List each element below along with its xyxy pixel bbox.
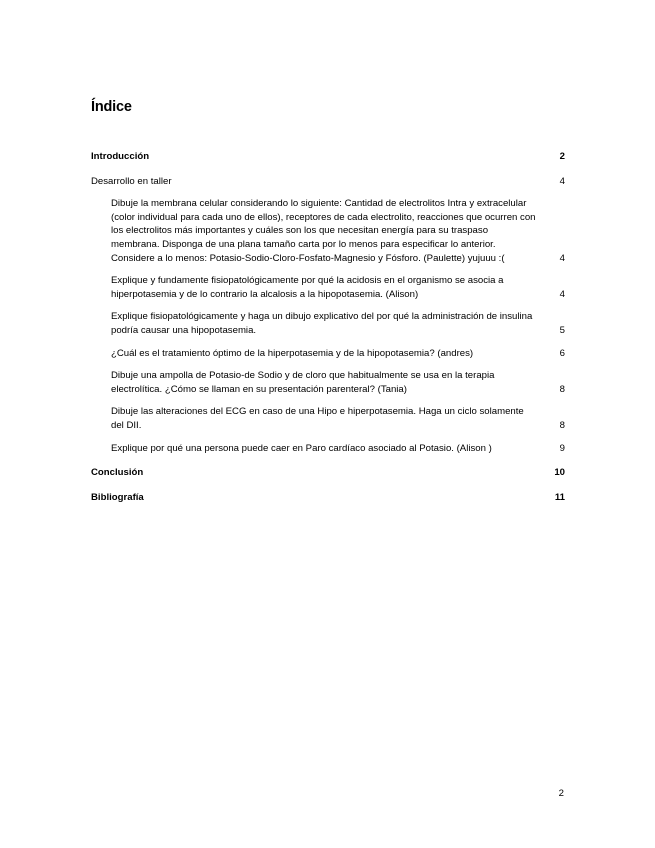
toc-entry-text: Bibliografía bbox=[91, 491, 144, 503]
toc-entry-page: 9 bbox=[559, 442, 565, 454]
page-number: 2 bbox=[558, 788, 564, 799]
toc-entry-text: Dibuje las alteraciones del ECG en caso de una Hipo e hiperpotasemia. Haga un ciclo solamente del DII. bbox=[111, 406, 524, 431]
toc-entry-page: 8 bbox=[559, 383, 565, 395]
toc-entry-tratamiento[interactable] bbox=[91, 347, 565, 361]
toc-entry-page: 4 bbox=[559, 288, 565, 300]
toc-entry-page: 11 bbox=[554, 491, 565, 503]
toc-entry-desarrollo[interactable] bbox=[91, 175, 565, 189]
toc-entry-text: Conclusión bbox=[91, 467, 144, 479]
toc-entry-text: Explique por qué una persona puede caer en Paro cardíaco asociado al Potasio. (Alison ) bbox=[111, 442, 492, 454]
toc-entry-text: Introducción bbox=[91, 151, 150, 162]
toc-entry-ecg[interactable] bbox=[91, 405, 565, 432]
toc-entry-paro-cardiaco[interactable] bbox=[91, 442, 565, 456]
toc-heading: Índice bbox=[91, 99, 132, 115]
toc-entry-page: 10 bbox=[554, 467, 565, 479]
toc-entry-text: Dibuje la membrana celular considerando lo siguiente: Cantidad de electrolitos Intra y extracelular (color individual para cada uno de ellos), receptores de cada electrolito, reacciones que ocurren con los electrolitos más importantes y cuáles son los que necesitan energía para su traspaso membrana. Disponga de una plana tamaño carta por lo menos para especificar lo anterior. Considere a lo menos: Potasio-Sodio-Cloro-Fosfato-Magnesio y Fósforo. (Paulette) yujuuu :( bbox=[111, 198, 536, 264]
toc-entry-page: 4 bbox=[559, 252, 565, 264]
toc-entry-page: 4 bbox=[559, 175, 565, 187]
toc-entry-membrana-celular[interactable] bbox=[91, 197, 565, 265]
toc-entry-text: Dibuje una ampolla de Potasio-de Sodio y de cloro que habitualmente se usa en la terapia electrolítica. ¿Cómo se llaman en su presentación parenteral? (Tania) bbox=[111, 370, 495, 395]
toc-entry-introduccion[interactable] bbox=[91, 150, 565, 164]
toc-entry-page: 5 bbox=[559, 324, 565, 336]
toc-list bbox=[91, 150, 565, 504]
toc-entry-text: Desarrollo en taller bbox=[91, 175, 172, 187]
toc-entry-acidosis[interactable] bbox=[91, 274, 565, 301]
toc-entry-text: ¿Cuál es el tratamiento óptimo de la hiperpotasemia y de la hipopotasemia? (andres) bbox=[111, 347, 474, 359]
toc-entry-insulina[interactable] bbox=[91, 310, 565, 337]
toc-entry-bibliografia[interactable] bbox=[91, 491, 565, 505]
toc-entry-conclusion[interactable] bbox=[91, 466, 565, 480]
toc-entry-page: 6 bbox=[559, 347, 565, 359]
toc-entry-text: Explique y fundamente fisiopatológicamente por qué la acidosis en el organismo se asocia a hiperpotasemia y de lo contrario la alcalosis a la hipopotasemia. (Alison) bbox=[111, 275, 504, 300]
toc-entry-page: 2 bbox=[559, 151, 565, 162]
toc-entry-page: 8 bbox=[559, 419, 565, 431]
toc-entry-ampolla[interactable] bbox=[91, 369, 565, 396]
toc-entry-text: Explique fisiopatológicamente y haga un dibujo explicativo del por qué la administración de insulina podría causar una hipopotasemia. bbox=[111, 311, 533, 336]
